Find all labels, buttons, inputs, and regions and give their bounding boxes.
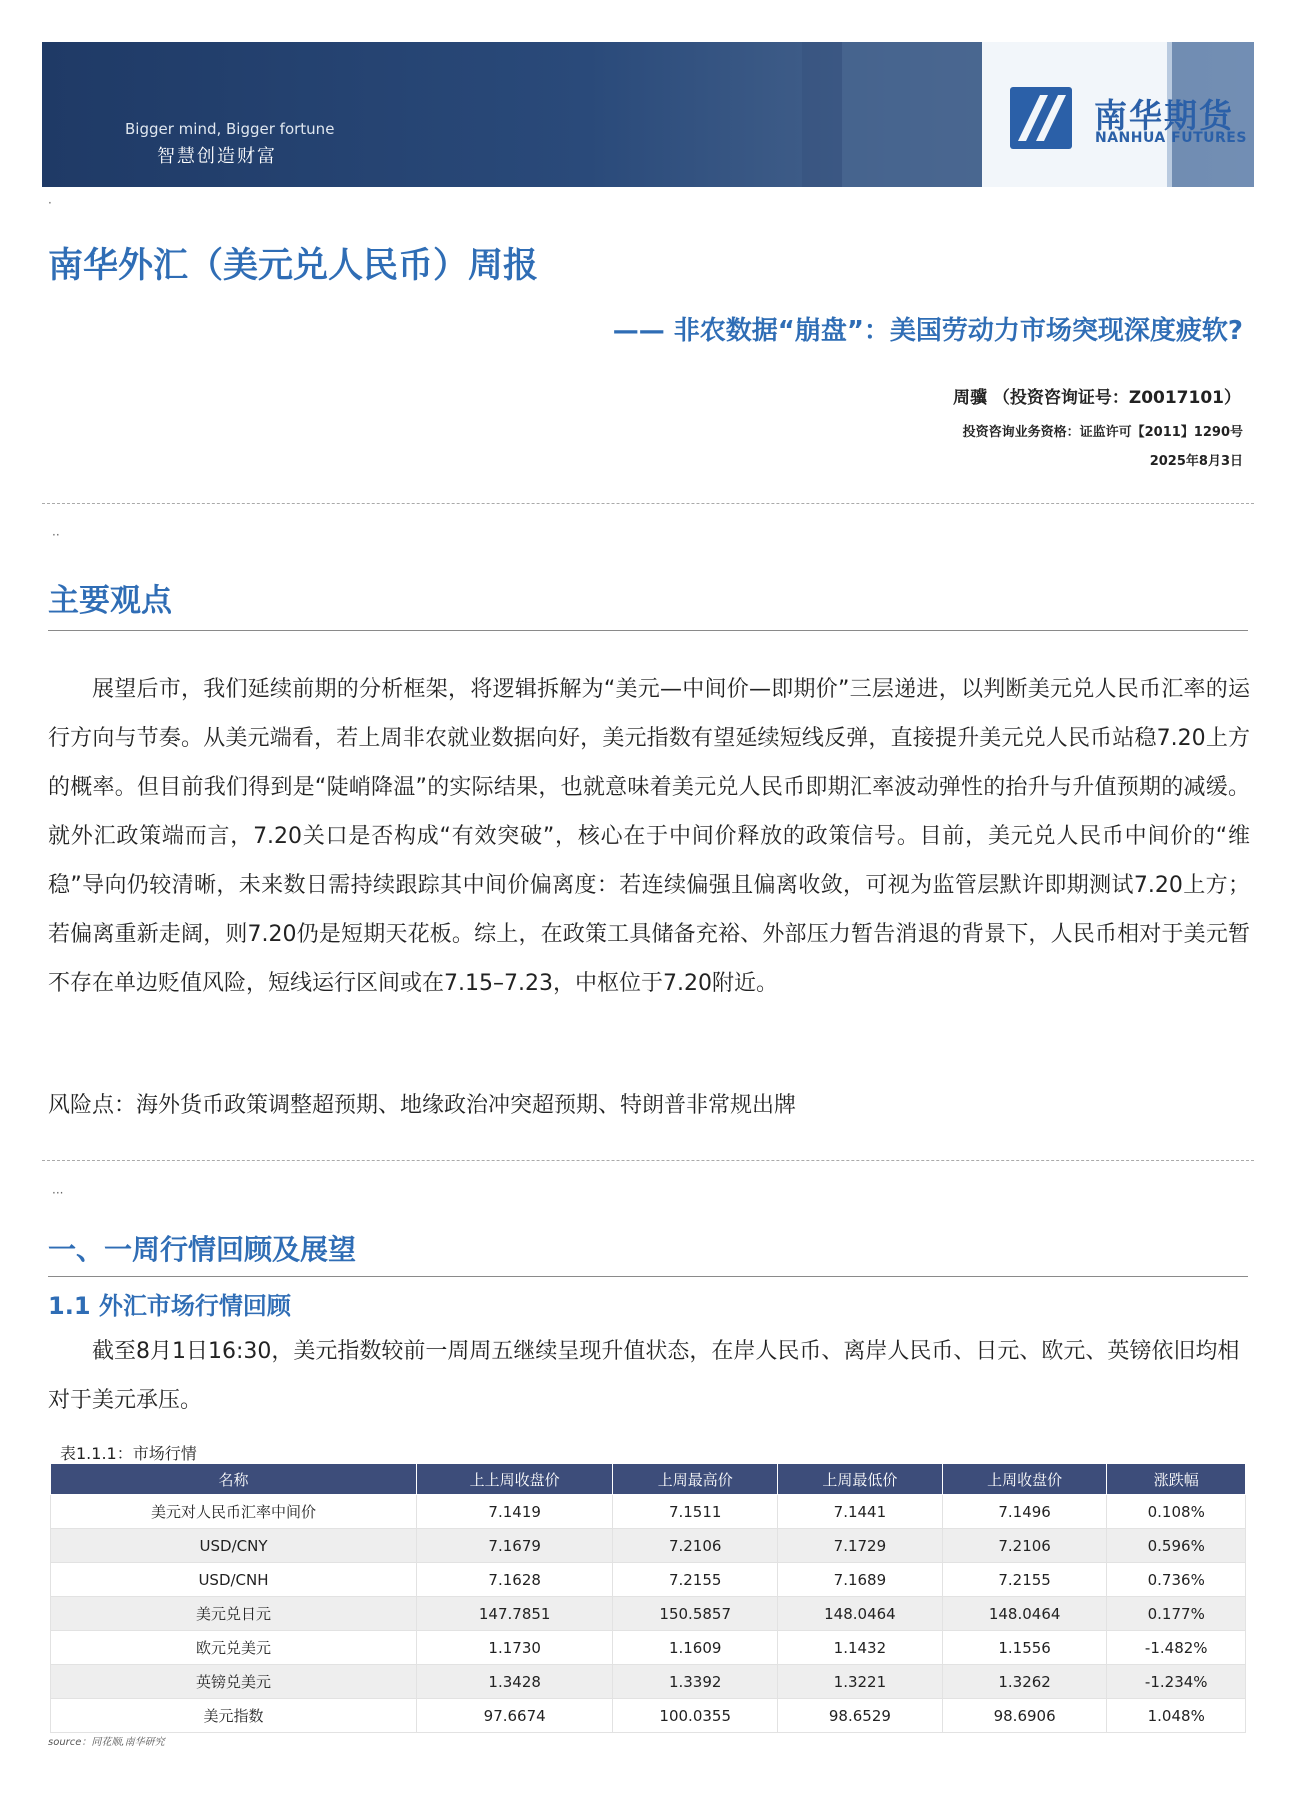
table-cell: 1.3392 bbox=[613, 1665, 778, 1699]
table-header-row bbox=[51, 1464, 1246, 1495]
table-cell: 7.1679 bbox=[417, 1529, 613, 1563]
column-header: 涨跌幅 bbox=[1107, 1464, 1246, 1495]
table-cell: 1.1432 bbox=[778, 1631, 943, 1665]
table-cell: 7.2106 bbox=[942, 1529, 1107, 1563]
table-cell: 148.0464 bbox=[778, 1597, 943, 1631]
table-cell: 0.596% bbox=[1107, 1529, 1246, 1563]
table-cell: 98.6906 bbox=[942, 1699, 1107, 1733]
report-title: 南华外汇（美元兑人民币）周报 bbox=[48, 246, 539, 286]
table-cell: USD/CNY bbox=[51, 1529, 417, 1563]
table-cell: 150.5857 bbox=[613, 1597, 778, 1631]
table-cell: 7.1628 bbox=[417, 1563, 613, 1597]
market-table bbox=[50, 1463, 1246, 1733]
table-cell: 7.1511 bbox=[613, 1495, 778, 1529]
slogan-chinese: 智慧创造财富 bbox=[157, 146, 277, 167]
table-cell: 1.3428 bbox=[417, 1665, 613, 1699]
table-cell: 7.1441 bbox=[778, 1495, 943, 1529]
heading-rule bbox=[48, 630, 1248, 631]
table-cell: 欧元兑美元 bbox=[51, 1631, 417, 1665]
table-cell: -1.234% bbox=[1107, 1665, 1246, 1699]
marker: ··· bbox=[52, 1186, 64, 1200]
divider bbox=[42, 1160, 1254, 1161]
table-cell: 7.2106 bbox=[613, 1529, 778, 1563]
report-subtitle: —— 非农数据“崩盘”：美国劳动力市场突现深度疲软? bbox=[612, 316, 1243, 346]
table-cell: 7.1496 bbox=[942, 1495, 1107, 1529]
column-header: 上周最低价 bbox=[778, 1464, 943, 1495]
key-views-heading: 主要观点 bbox=[48, 583, 172, 619]
section-paragraph: 截至8月1日16:30，美元指数较前一周周五继续呈现升值状态，在岸人民币、离岸人民币、日元、欧元、英镑依旧均相对于美元承压。 bbox=[48, 1339, 1240, 1413]
heading-rule bbox=[48, 1276, 1248, 1277]
header-banner bbox=[42, 42, 1254, 187]
table-cell: 美元兑日元 bbox=[51, 1597, 417, 1631]
table-cell: 7.1729 bbox=[778, 1529, 943, 1563]
logo-text-english: NANHUA FUTURES bbox=[1095, 130, 1247, 146]
table-row bbox=[51, 1495, 1246, 1529]
logo-text-chinese: 南华期货 bbox=[1094, 96, 1234, 135]
table-cell: 147.7851 bbox=[417, 1597, 613, 1631]
table-cell: 98.6529 bbox=[778, 1699, 943, 1733]
table-cell: 7.2155 bbox=[613, 1563, 778, 1597]
table-cell: 7.1689 bbox=[778, 1563, 943, 1597]
table-cell: 148.0464 bbox=[942, 1597, 1107, 1631]
table-cell: -1.482% bbox=[1107, 1631, 1246, 1665]
table-cell: USD/CNH bbox=[51, 1563, 417, 1597]
slogan-english: Bigger mind, Bigger fortune bbox=[125, 120, 335, 138]
key-views-paragraph: 展望后市，我们延续前期的分析框架，将逻辑拆解为“美元—中间价—即期价”三层递进，以判断美元兑人民币汇率的运行方向与节奏。从美元端看，若上周非农就业数据向好，美元指数有望延续短线反弹，直接提升美元兑人民币站稳7.20上方的概率。但目前我们得到是“陡峭降温”的实际结果，也就意味着美元兑人民币即期汇率波动弹性的抬升与升值预期的减缓。就外汇政策端而言，7.20关口是否构成“有效突破”，核心在于中间价释放的政策信号。目前，美元兑人民币中间价的“维稳”导向仍较清晰，未来数日需持续跟踪其中间价偏离度：若连续偏强且偏离收敛，可视为监管层默许即期测试7.20上方；若偏离重新走阔，则7.20仍是短期天花板。综上，在政策工具储备充裕、外部压力暂告消退的背景下，人民币相对于美元暂不存在单边贬值风险，短线运行区间或在7.15–7.23，中枢位于7.20附近。 bbox=[48, 677, 1250, 996]
table-caption: 表1.1.1：市场行情 bbox=[60, 1444, 197, 1463]
divider bbox=[42, 503, 1254, 504]
table-row bbox=[51, 1563, 1246, 1597]
report-author: 周骥 （投资咨询证号：Z0017101） bbox=[952, 388, 1241, 408]
table-cell: 100.0355 bbox=[613, 1699, 778, 1733]
table-cell: 0.177% bbox=[1107, 1597, 1246, 1631]
risk-points: 风险点：海外货币政策调整超预期、地缘政治冲突超预期、特朗普非常规出牌 bbox=[48, 1093, 797, 1118]
table-cell: 1.3221 bbox=[778, 1665, 943, 1699]
table-cell: 1.3262 bbox=[942, 1665, 1107, 1699]
marker: ·· bbox=[52, 528, 60, 542]
table-row bbox=[51, 1529, 1246, 1563]
table-cell: 0.108% bbox=[1107, 1495, 1246, 1529]
table-cell: 1.1609 bbox=[613, 1631, 778, 1665]
table-cell: 97.6674 bbox=[417, 1699, 613, 1733]
table-source: source：同花顺,南华研究 bbox=[48, 1737, 165, 1748]
nanhua-logo-icon bbox=[1010, 87, 1072, 149]
table-cell: 1.1556 bbox=[942, 1631, 1107, 1665]
table-row bbox=[51, 1631, 1246, 1665]
table-cell: 7.1419 bbox=[417, 1495, 613, 1529]
table-cell: 1.1730 bbox=[417, 1631, 613, 1665]
table-cell: 7.2155 bbox=[942, 1563, 1107, 1597]
column-header: 上周收盘价 bbox=[942, 1464, 1107, 1495]
report-date: 2025年8月3日 bbox=[1149, 454, 1243, 469]
report-license: 投资咨询业务资格：证监许可【2011】1290号 bbox=[962, 425, 1243, 440]
table-cell: 美元指数 bbox=[51, 1699, 417, 1733]
marker: · bbox=[48, 196, 52, 210]
table-cell: 1.048% bbox=[1107, 1699, 1246, 1733]
column-header: 上上周收盘价 bbox=[417, 1464, 613, 1495]
section-heading: 一、一周行情回顾及展望 bbox=[48, 1233, 357, 1266]
table-row bbox=[51, 1597, 1246, 1631]
table-cell: 0.736% bbox=[1107, 1563, 1246, 1597]
table-cell: 英镑兑美元 bbox=[51, 1665, 417, 1699]
table-row bbox=[51, 1699, 1246, 1733]
column-header: 名称 bbox=[51, 1464, 417, 1495]
table-cell: 美元对人民币汇率中间价 bbox=[51, 1495, 417, 1529]
subsection-heading: 1.1 外汇市场行情回顾 bbox=[48, 1292, 291, 1320]
table-row bbox=[51, 1665, 1246, 1699]
column-header: 上周最高价 bbox=[613, 1464, 778, 1495]
